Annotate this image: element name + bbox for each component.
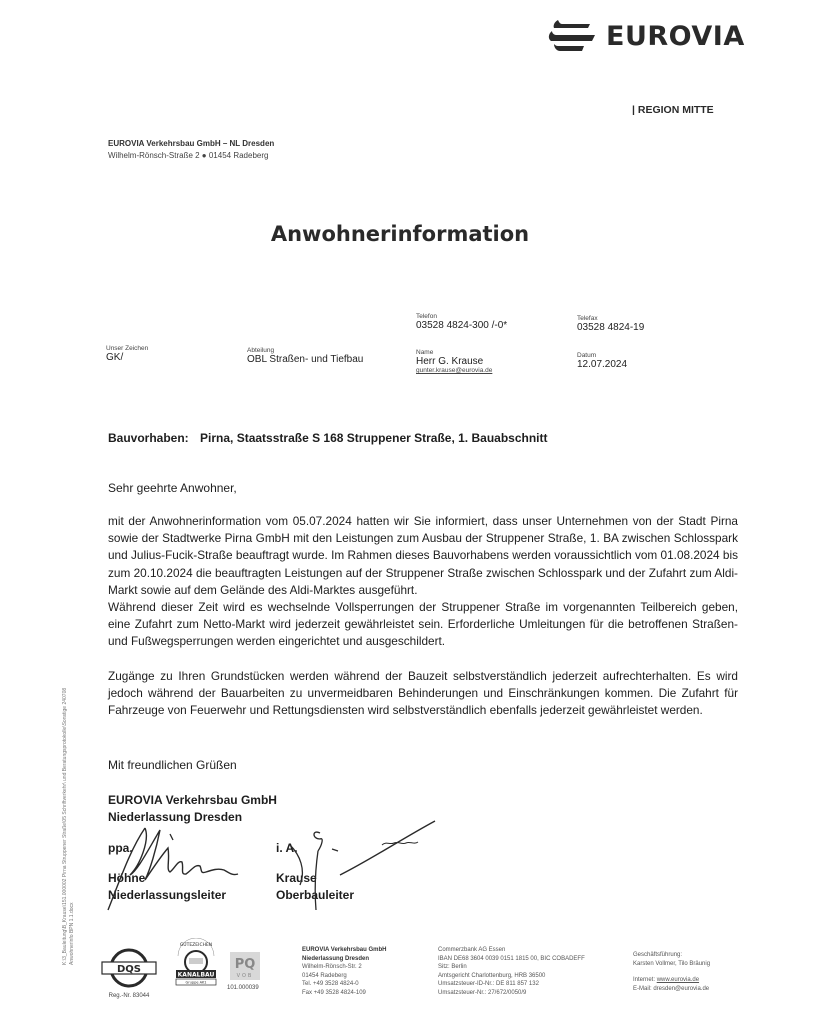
project-label: Bauvorhaben: bbox=[108, 431, 189, 445]
telefon-value: 03528 4824-300 /-0* bbox=[416, 320, 508, 331]
email-link[interactable]: dresden@eurovia.de bbox=[653, 985, 710, 992]
eurovia-swoosh-icon bbox=[548, 18, 598, 54]
kanalbau-badge bbox=[172, 938, 220, 993]
company-line-1: EUROVIA Verkehrsbau GmbH bbox=[108, 793, 277, 807]
signature-1-prefix: ppa. bbox=[108, 841, 133, 855]
svg-text:Gruppe AK1: Gruppe AK1 bbox=[185, 980, 207, 985]
abteilung-value: OBL Straßen- und Tiefbau bbox=[247, 354, 364, 365]
letter-body bbox=[108, 513, 738, 719]
document-title: Anwohnerinformation bbox=[270, 222, 530, 246]
sender-address: Wilhelm-Rönsch-Straße 2 ● 01454 Radeberg bbox=[108, 151, 269, 160]
pq-vob-icon bbox=[230, 952, 260, 980]
footer-address-line-2: Niederlassung Dresden bbox=[302, 955, 370, 962]
datum-value: 12.07.2024 bbox=[577, 359, 628, 370]
footer-management bbox=[633, 951, 710, 993]
email-row bbox=[633, 985, 710, 994]
svg-text:PQ: PQ bbox=[234, 957, 256, 972]
footer-address-line-6: Fax +49 3528 4824-109 bbox=[302, 989, 366, 996]
svg-text:KANALBAU: KANALBAU bbox=[177, 971, 215, 979]
salutation: Sehr geehrte Anwohner, bbox=[108, 481, 237, 495]
footer-address-line-1: EUROVIA Verkehrsbau GmbH bbox=[302, 947, 387, 953]
unser-zeichen-label: Unser Zeichen bbox=[106, 345, 149, 352]
region-label: | REGION MITTE bbox=[632, 104, 714, 116]
unser-zeichen-value: GK/ bbox=[106, 352, 124, 363]
svg-text:GÜTEZEICHEN: GÜTEZEICHEN bbox=[179, 943, 213, 948]
footer-bank bbox=[438, 946, 585, 998]
file-path-reference bbox=[62, 688, 75, 965]
signature-1-name: Höhne bbox=[108, 871, 146, 885]
internet-row bbox=[633, 976, 710, 985]
internet-link[interactable]: www.eurovia.de bbox=[656, 977, 700, 984]
company-line-2: Niederlassung Dresden bbox=[108, 810, 243, 824]
datum-label: Datum bbox=[577, 352, 597, 359]
footer-bank-line-5: Umsatzsteuer-ID-Nr.: DE 811 857 132 bbox=[438, 981, 539, 988]
eurovia-logo bbox=[548, 18, 745, 54]
footer-bank-line-6: Umsatzsteuer-Nr.: 27/672/0050/9 bbox=[438, 989, 527, 996]
telefax-value: 03528 4824-19 bbox=[577, 322, 645, 333]
signature-company bbox=[108, 792, 277, 826]
name-label: Name bbox=[416, 349, 434, 356]
project-line bbox=[108, 431, 547, 445]
signature-1-role: Niederlassungsleiter bbox=[108, 888, 227, 902]
paragraph-1: mit der Anwohnerinformation vom 05.07.2024 hatten wir Sie informiert, dass unser Unternehmen von der Stadt Pirna sowie der Stadtwerke Pirna GmbH mit den Leistungen zum Ausbau der Struppener Straße, 1. BA zwischen Schlosspark und Julius-Fucik-Straße beauftragt wurde. Im Rahmen dieses Bauvorhabens werden voraussichtlich vom 01.08.2024 bis zum 20.10.2024 die beauftragten Leistungen auf der Struppener Straße zwischen Schlosspark und der Zufahrt zum Aldi-Markt sowie auf dem Gelände des Aldi-Marktes ausgeführt. bbox=[108, 514, 738, 597]
abteilung-field bbox=[247, 347, 363, 365]
internet-label: Internet: bbox=[633, 977, 656, 984]
svg-text:DQS: DQS bbox=[116, 964, 142, 975]
telefax-field bbox=[577, 315, 644, 333]
footer-bank-line-1: Commerzbank AG Essen bbox=[438, 947, 506, 953]
abteilung-label: Abteilung bbox=[247, 347, 275, 354]
footer-address-line-3: Wilhelm-Rönsch-Str. 2 bbox=[302, 964, 362, 971]
signature-2-role: Oberbauleiter bbox=[276, 888, 355, 902]
svg-text:VOB: VOB bbox=[236, 973, 254, 979]
footer-bank-line-2: IBAN DE68 3604 0039 0151 1815 00, BIC COBADEFF bbox=[438, 955, 585, 962]
footer-bank-line-4: Amtsgericht Charlottenburg, HRB 36500 bbox=[438, 972, 546, 979]
telefon-field bbox=[416, 313, 507, 331]
paragraph-3: Zugänge zu Ihren Grundstücken werden während der Bauzeit selbstverständlich jederzeit aufrechterhalten. Es wird jedoch während der Bauarbeiten zu unvermeidbaren Behinderungen und Einschränkungen kommen. Die Zufahrt für Fahrzeuge von Feuerwehr und Rettungsdiensten wird selbstverständlich ebenfalls jederzeit gewährleistet werden. bbox=[108, 668, 738, 718]
guetezeichen-kanalbau-icon bbox=[172, 938, 220, 988]
file-path-line-2: Anwohnerinfo BPN 1.1.docx bbox=[68, 902, 75, 965]
signature-1-block bbox=[108, 870, 226, 904]
footer-address-line-4: 01454 Radeberg bbox=[302, 972, 347, 979]
dqs-certification-icon bbox=[98, 948, 160, 988]
pq-caption: 101.000039 bbox=[227, 985, 259, 991]
dqs-badge bbox=[98, 948, 160, 999]
closing: Mit freundlichen Grüßen bbox=[108, 758, 237, 772]
file-path-line-1: K:\3_Bauleitung\B_Krause\151.000002 Pirna Struppener Straße\05 Schriftverkehr\ und Beratungsprotokolle\Sonstige 240708 bbox=[62, 687, 68, 965]
logo-text: EUROVIA bbox=[606, 20, 745, 52]
dqs-caption: Reg.-Nr. 83044 bbox=[108, 993, 150, 999]
signature-2-name: Krause bbox=[276, 871, 317, 885]
project-value: Pirna, Staatsstraße S 168 Struppener Straße, 1. Bauabschnitt bbox=[200, 431, 548, 445]
name-field bbox=[416, 349, 492, 374]
sender-name: EUROVIA Verkehrsbau GmbH – NL Dresden bbox=[108, 139, 275, 148]
pq-vob-badge bbox=[227, 952, 267, 991]
name-email-link[interactable]: gunter.krause@eurovia.de bbox=[416, 367, 493, 374]
datum-field bbox=[577, 352, 627, 370]
signature-2-block bbox=[276, 870, 354, 904]
footer-address bbox=[302, 946, 386, 998]
management-label: Geschäftsführung: bbox=[633, 952, 683, 958]
footer-address-line-5: Tel. +49 3528 4824-0 bbox=[302, 981, 359, 988]
telefax-label: Telefax bbox=[577, 315, 598, 322]
email-label: E-Mail: bbox=[633, 985, 652, 992]
signature-2-prefix: i. A. bbox=[276, 841, 298, 855]
name-value: Herr G. Krause bbox=[416, 356, 484, 367]
management-names: Karsten Vollmer, Tilo Bräunig bbox=[633, 960, 711, 967]
unser-zeichen-field bbox=[106, 345, 148, 363]
paragraph-2: Während dieser Zeit wird es wechselnde Vollsperrungen der Struppener Straße im vorgenannten Teilbereich geben, eine Zufahrt zum Netto-Markt wird jederzeit gewährleistet sein. Erforderliche Umleitungen für die betroffenen Straßen- und Fußwegsperrungen werden eingerichtet und ausgeschildert. bbox=[108, 600, 738, 649]
telefon-label: Telefon bbox=[416, 313, 437, 320]
footer-bank-line-3: Sitz: Berlin bbox=[438, 964, 467, 971]
